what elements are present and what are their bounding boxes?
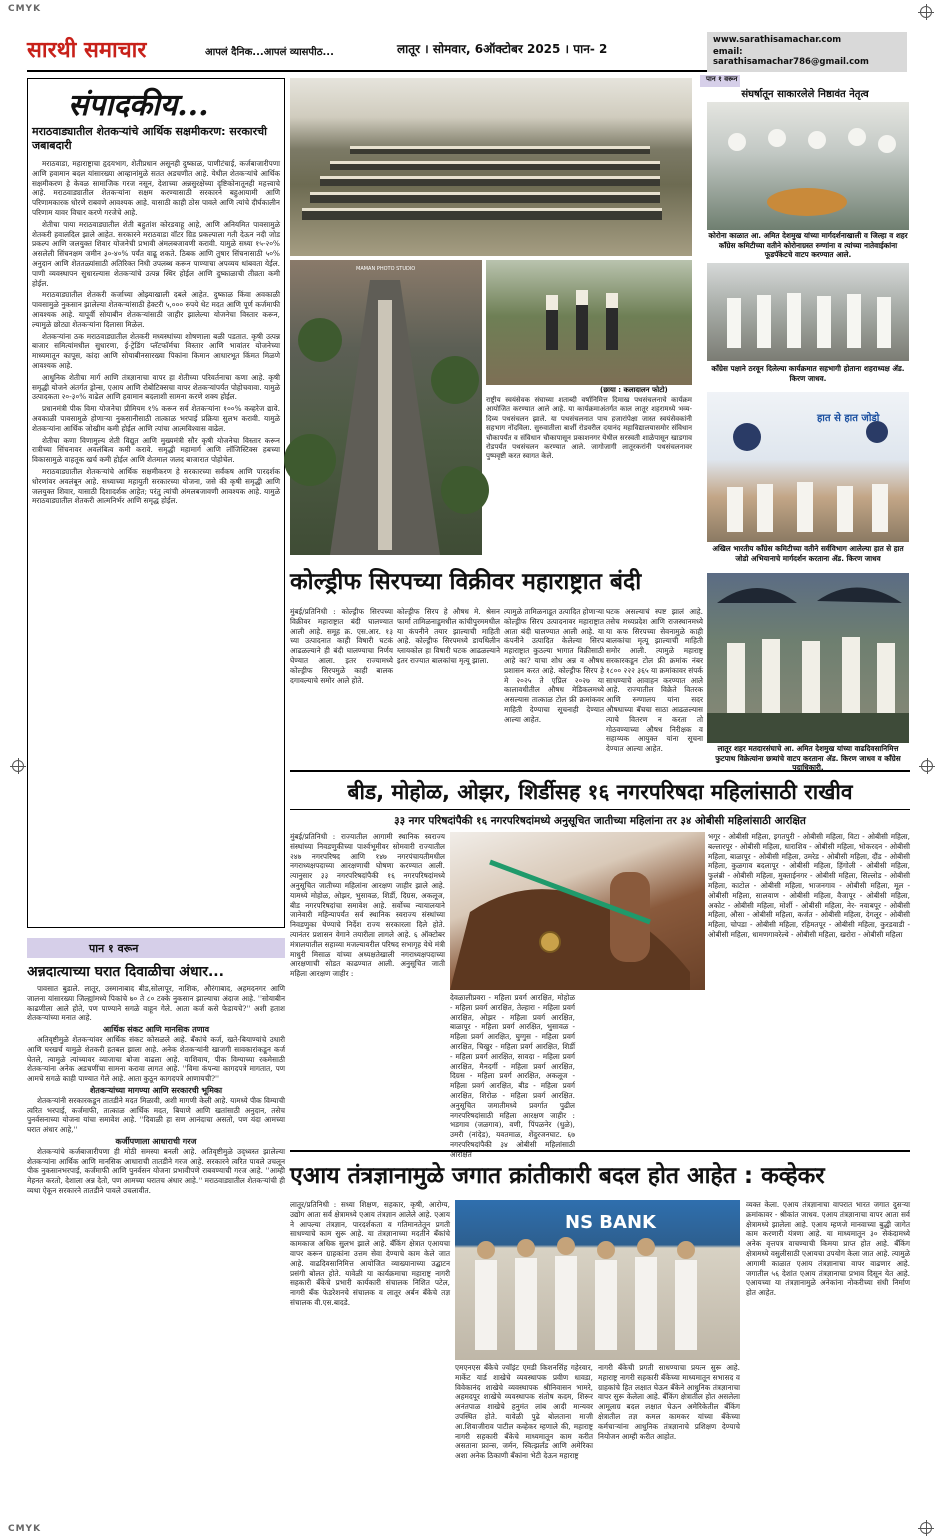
right-title: संघर्षातून साकारलेले निष्ठावंत नेतृत्व xyxy=(741,89,869,100)
masthead xyxy=(27,32,907,72)
coldrif-headline: कोल्ड्रीफ सिरपच्या विक्रीवर महाराष्ट्रात बंदी xyxy=(290,569,642,595)
registration-mark-icon xyxy=(920,6,932,18)
bid-left-body: मुंबई/प्रतिनिधी : राज्यातील आगामी स्थानिक स्वराज्य संस्थांच्या निवडणुकीच्या पार्श्वभूमीवर सोमवारी राज्यातील २४७ नगरपरिषद आणि १४७ नगरपंचायतीमधील नगराध्यक्षपदाच्या आरक्षणाची घोषणा करण्यात आली. त्यानुसार ३३ नगरपरिषदांपैकी १६ नगरपरिषदांमध्ये अनुसूचित जातीच्या महिलांना आरक्षण जाहीर झाले आहे. यामध्ये मोहोळ, ओझर, भुसावळ, शिर्डी, दिग्रस, अकलूज, बीड नगरपरिषदांचा समावेश आहे. सर्वोच्च न्यायालयाने जानेवारी महिन्यापर्यंत सर्व स्थानिक स्वराज्य संस्थांच्या निवडणुका घेण्याचे निर्देश राज्य सरकारला दिले होते. त्यानंतर प्रशासन वेगाने तयारीला लागले आहे. ६ ऑक्टोबर मंत्रालयातील सहाव्या मजल्यावरील परिषद सभागृह येथे मंत्री माधुरी मिसाळ यांच्या अध्यक्षतेखाली नगराध्यक्षपदाच्या आरक्षणाची सोडत काढण्यात आली. अनुसूचित जाती महिला आरक्षण जाहीर : xyxy=(290,832,445,979)
rss-aerial-photo xyxy=(290,260,482,555)
editorial-para: प्रधानमंत्री पीक विमा योजनेचा प्रीमियम १% करून सर्व शेतकऱ्यांना १००% कव्हरेज द्यावे. अवकाळी पावसामुळे होणाऱ्या नुकसानीसाठी तात्काळ भरपाई प्रक्रिया सुलभ करावी. यामुळे शेतकऱ्यांना आर्थिक जोखीम कमी होईल आणि त्यांचा आत्मविश्वास वाढेल. xyxy=(32,404,280,433)
pan1-right-label: पान १ वरून xyxy=(700,75,740,87)
diwali-subhead: कर्जीपणाला आधाराची गरज xyxy=(115,1136,197,1146)
ai-bank-photo xyxy=(455,1200,740,1360)
congress-photo-3 xyxy=(707,392,909,542)
bid-right-body: भगूर - ओबीसी महिला, इगतपुरी - ओबीसी महिला, विटा - ओबीसी महिला, बल्लारपूर - ओबीसी महिला, धाराशिव - ओबीसी महिला, भोकरदन - ओबीसी महिला, बाळापूर - ओबीसी महिला, उमरेड - ओबीसी महिला, दौंड - ओबीसी महिला, कुळगाव बदलापूर - ओबीसी महिला, हिंगोली - ओबीसी महिला, फुलंब्री - ओबीसी महिला, मुक्ताईनगर - ओबीसी महिला, सिल्लोड - ओबीसी महिला, काटोल - ओबीसी महिला, भाजनगाव - ओबीसी महिला, मूल - ओबीसी महिला, सालवाण - ओबीसी महिला, वैजापूर - ओबीसी महिला, अकोट - ओबीसी महिला, मोर्शी - ओबीसी महिला, नेर- नवाबपूर - ओबीसी महिला, औसा - ओबीसी महिला, कर्जत - ओबीसी महिला, देगलूर - ओबीसी महिला, चोपडा - ओबीसी महिला, रहिमतपूर - ओबीसी महिला, कुरडवाडी - ओबीसी महिला, धामणगावरेल्वे - ओबीसी महिला, खरोरा - ओबीसी महिला xyxy=(708,832,910,939)
cmyk-mark-bottom: CMYK xyxy=(8,1524,42,1534)
rss-march-photo xyxy=(486,260,692,385)
registration-mark-icon xyxy=(12,760,24,772)
ai-col-1: लातूर/प्रतिनिधी : सध्या शिक्षण, सहकार, कृषी, आरोग्य, उद्योग आता सर्व क्षेत्रामध्ये एआय तंत्रज्ञान आलेले आहे. एआय ने आपल्या तंत्रज्ञान, पारदर्शकता व गतिमानतेतून प्रगती साधण्याचे काम सुरू आहे. या तंत्रज्ञानाच्या मदतीने बँकांचे कामकाज अधिक सुलभ झाले आहे. बँकिंग क्षेत्रात एआयचा वापर करून ग्राहकांना उत्तम सेवा देण्याचे काम केले जात आहे. वाढदिवसानिमित्त आयोजित व्याख्यानाच्या उद्घाटन प्रसंगी बोलत होते. यावेळी या कार्यक्रमाचा महाराष्ट्र नागरी सहकारी बँकेचे प्रभारी कार्यकारी संचालक निशित पटेल, नागरी बँक फेडरेशनचे संचालक व लातूर अर्बन बँकेचे तज्ञ संचालक वी.एस.बादडे. xyxy=(290,1200,450,1307)
congress-caption-1: कोरोना काळात आ. अमित देशमुख यांच्या मार्गदर्शनाखाली व जिल्हा व शहर काँग्रेस कमिटीच्या वतीने कोरोनाग्रस्त रुग्णांना व त्यांच्या नातेवाईकांना फूडपॅकेटचे वाटप करण्यात आले. xyxy=(708,231,908,259)
editorial-body xyxy=(32,159,280,925)
website-text[interactable]: www.sarathisamachar.com xyxy=(713,35,842,45)
bid-subheadline: ३३ नगर परिषदांपैकी १६ नगरपरिषदांमध्ये अनुसूचित जातीच्या महिलांना तर ३४ ओबीसी महिलांसाठी आरक्षित xyxy=(394,815,806,827)
coldrif-col-3: त्यामुळे तामिळनाडूत उत्पादित होणाऱ्या कोल्ड्रीफ सिरप उत्पादनावर महाराष्ट्रात आता बंदी घालण्यात आली आहे. या कंपनीने उत्पादित केलेल्या सिरप महाराष्ट्रात कुठल्या भागात विक्रीसाठी आहे का? याचा शोध अन्न व औषध प्रशासन करत आहे. कोल्ड्रीफ सिरप हे मे २०२५ ते एप्रिल २०२७ या कालावधीतील औषध मेडिकलमध्ये असल्यास तात्काळ टोल फ्री क्रमांकवर माहिती देण्याचा सूचनाही देण्यात आल्या आहेत. xyxy=(504,607,604,724)
registration-mark-icon xyxy=(920,1522,932,1534)
editorial-para: मराठवाडा, महाराष्ट्राचा हृदयभाग, शेतीप्रधान असूनही दुष्काळ, पाणीटंचाई, कर्जबाजारीपणा आणि हवामान बदल यांसारख्या आव्हानांमुळे सतत अडचणीत आहे. येथील शेतकऱ्यांचे आर्थिक सक्षमीकरण हे केवळ सामाजिक गरज नसून, देशाच्या अन्नसुरक्षेच्या दृष्टिकोनातूनही महत्त्वाचे आहे. मराठवाड्यातील शेतकऱ्यांना सक्षम करण्यासाठी सरकारने बहुआयामी आणि परिणामकारक धोरणे राबवणे आवश्यक आहे. यासाठी काही ठोस पावले आणि त्यांचे दीर्घकालीन परिणाम यावर विचार करणे गरजेचे आहे. xyxy=(32,159,280,217)
congress-photo-2 xyxy=(707,263,909,361)
coldrif-col-2: कोल्ड्रीफ सिरप हे औषध मे. श्रेसन फार्मा तामिळनाडूमधील कांचीपुरममधील या कंपनीने तयार झाल्याची माहिती आहे. कोल्ड्रीफ सिरपमध्ये डायथिलीन ग्लायकोल हा विषारी घटक आढळल्याने इतर राज्यात बालकांचा मृत्यू झाला. xyxy=(397,607,500,665)
diwali-para: अतिवृष्टीमुळे शेतकऱ्यांवर आर्थिक संकट कोसळले आहे. बँकांचे कर्ज, खते-बियाण्यांचे उधारी आणि घरखर्च यामुळे शेतकरी हतबल झाला आहे. अनेक शेतकऱ्यांनी खाजगी सावकारांकडून कर्ज घेतले, त्यामुळे त्यांच्यावर व्याजाचा बोजा वाढला आहे. याशिवाय, पीक विम्याच्या रकमेसाठी शेतकऱ्यांना अनेक अडचणींचा सामना करावा लागत आहे. ''विमा कंपन्या कागदपत्रे मागतात, पण आमचे सगळे काही पाण्यात गेले आहे. आता कुठून कागदपत्रे आणायची?'' xyxy=(27,1034,285,1084)
masthead-dateline: लातूर । सोमवार, 6ऑक्टोबर 2025 । पान- 2 xyxy=(397,42,608,56)
registration-mark-icon xyxy=(921,760,933,772)
bid-headline: बीड, मोहोळ, ओझर, शिर्डीसह १६ नगरपरिषदा महिलांसाठी राखीव xyxy=(290,770,910,810)
rss-parade-photo xyxy=(290,78,692,256)
diwali-para: शेतकऱ्यांनी सरकारकडून तातडीने मदत मिळावी, अशी मागणी केली आहे. यामध्ये पीक विम्याची त्वरित भरपाई, कर्जमाफी, तात्काळ आर्थिक मदत, बियाणे आणि खतांसाठी अनुदान, तसेच पुनर्वसनाच्या योजना यांचा समावेश आहे. ''दिवाळी हा सण आनंदाचा असतो, पण यंदा आमच्या घरात अंधार आहे,'' xyxy=(27,1095,285,1135)
ai-col-3: व्यक्त केला. एआय तंत्रज्ञानाचा वापरात भारत जगात दुसऱ्या क्रमांकावर - श्रीकांत जाधव. एआय तंत्रज्ञानाचा वापर आता सर्व क्षेत्रामध्ये झालेला आहे. एआय म्हणजे मानवाच्या बुद्धी जागेत काम करणारी यंत्रणा आहे. या माध्यमातून ३० सेकंदामध्ये अनेक वृत्तपत्र वाचण्याची किमया प्राप्त होत आहे. बँकिंग क्षेत्रामध्ये वसुलीसाठी एआयचा उपयोग केला जात आहे. त्यामुळे आगामी काळात एआय तंत्रज्ञानाचा वापर वाढणार आहे. जगातील ५६ देशांत एआय तंत्रज्ञानाचा प्रभाव दिसून येत आहे. एआयच्या या तंत्रज्ञानामुळे अनेकांना नोकरीच्या संधी निर्माण होत आहेत. xyxy=(746,1200,910,1298)
diwali-body xyxy=(27,984,285,1529)
pan1-band: पान १ वरून xyxy=(27,938,285,958)
congress-photo-1 xyxy=(707,102,909,230)
rss-caption: राष्ट्रीय स्वयंसेवक संघाच्या शताब्दी वर्षानिमित्त दिमाख पथसंचलनाचे कार्यक्रम आयोजित करण्यात आले आहे. या कार्यक्रमाअंतर्गत काल लातूर शहरामध्ये भव्य-दिव्य पथसंचलन झाले. या पथसंचलनात पाच हजारांपेक्षा जास्त स्वयंसेवकांनी सहभाग नोंदविला. सुरुवातीला बार्शी रोडवरील दयानंद महाविद्यालयासमोर संविधान चौकापर्यंत व संविधान चौकापासून प्रकाशनगर येथील सरस्वती शाळेपासून खाडगाव रोडपर्यंत पथसंचलन करण्यात आले. जागोजागी लातूरकरांनी पथसंचलनावर पुष्पवृष्टी करत स्वागत केले. xyxy=(486,396,692,461)
congress-caption-4: लातूर शहर मतदारसंघाचे आ. अमित देशमुख यांच्या वाढदिवसानिमित्त फुटपाथ विक्रेत्यांना छत्र्यांचे वाटप करताना ॲड. किरण जाधव व काँग्रेस पदाधिकारी. xyxy=(715,744,901,772)
masthead-logo: सारथी समाचार xyxy=(27,38,147,63)
ai-photo-caption-2: नागरी बँकेची प्रगती साधण्याचा प्रयत्न सुरू आहे. महाराष्ट्र नागरी सहकारी बँकेच्या माध्यमातून सभासद व ग्राहकांचे हित लक्षात घेऊन बँकेने आधुनिक तंत्रज्ञानाचा वापर सुरू केलेला आहे. बँकिंग क्षेत्रातील होत असलेला आमूलाग्र बदल लक्षात घेऊन अमेरिकेतील बँकिंग क्षेत्रातील तज्ञ कमल कामकर यांच्या बँकेच्या कर्मचाऱ्यांना आधुनिक तंत्रज्ञानाचे प्रशिक्षण देण्याचे नियोजन आम्ही करीत आहोत. xyxy=(598,1363,740,1441)
editorial-para: मराठवाड्यातील शेतकरी कर्जाच्या ओझ्याखाली दबले आहेत. दुष्काळ किंवा अवकाळी पावसामुळे नुकसान झालेल्या शेतकऱ्यांसाठी हेक्टरी ५,००० रुपये थेट मदत आणि पूर्ण कर्जमाफी आवश्यक आहे. यापूर्वी सोयाबीन शेतकऱ्यांसाठी जाहीर झालेल्या योजनेचा विस्तार करून, ल्यामुळे छोट्या शेतकऱ्यांना दिलासा मिळेल. xyxy=(32,290,280,329)
editorial-para: आधुनिक शेतीचा मार्ग आणि तंत्रज्ञानाचा वापर हा शेतीच्या परिवर्तनाचा कणा आहे. कृषी समृद्धी योजने अंतर्गत ड्रोन्स, एआय आणि रोबोटिक्सचा वापर शेतकऱ्यांपर्यंत पोहोचवावा. यामुळे उत्पादकता २०-३०% वाढेल आणि हवामान बदलाशी सामना करणे शक्य होईल. xyxy=(32,372,280,402)
bank-sign-text: NS BANK xyxy=(565,1212,656,1233)
congress-photo-4 xyxy=(707,573,909,743)
diwali-para: पावसात बुडाले. लातूर, उस्मानाबाद बीड,सोलापूर, नाशिक, औरंगाबाद, अहमदनगर आणि जालना यांसारख्या जिल्ह्यांमध्ये पिकांचे ७० ते ८० टक्के नुकसान झाल्याचा अंदाज आहे. ''सोयाबीन काढणीला आले होते, पण पाण्याने सगळे वाहून गेले. आता कर्ज कसे फेडायचे?'' अशी हताश शेतकऱ्यांच्या मनात आहे. xyxy=(27,984,285,1023)
masthead-tagline: आपलं दैनिक...आपलं व्यासपीठ... xyxy=(205,47,334,58)
editorial-label: संपादकीय... xyxy=(68,88,209,123)
congress-caption-2: काँग्रेस पक्षाने ठरवून दिलेल्या कार्यक्रमात सहभागी होताना शहराध्यक्ष ॲड. किरण जाधव. xyxy=(711,364,905,383)
editorial-para: मराठवाड्यातील शेतकऱ्यांचे आर्थिक सक्षमीकरण हे सरकारच्या सर्वंकष आणि पारदर्शक धोरणांवर अवलंबून आहे. सध्याच्या महायुती सरकारच्या योजना, जसे की कृषी समृद्धी आणि जलयुक्त शिवार, यासाठी दिशादर्शक आहेत; परंतु त्यांची अंमलबजावणी आवश्यक आहे. यामुळे मराठवाड्यातील शेतकरी आत्मनिर्भर आणि समृद्ध होईल. xyxy=(32,466,280,506)
coldrif-col-4: घटक असल्याचं स्पष्ट झालं आहे. तसेच मध्यप्रदेश आणि राजस्थानमध्ये या कफ सिरपच्या सेवनामुळे काही बालकांचा मृत्यू झाल्याची माहिती समोर आली. त्यामुळे महाराष्ट्र सरकारकडून टोल फ्री क्रमांक नंबर १८०० २२२ ३६५ या क्रमांकावर संपर्क साधण्याचे आवाहन करण्यात आले आहे. राज्यातील विक्रेते वितरक आणि रुग्णालय यांना सदर औषधाच्या बॅचचा साठा आढळल्यास त्याचे वितरण न करता तो गोठवण्याच्या औषध निरीक्षक व सहाय्यक आयुक्त यांना सूचना देण्यात आल्या आहेत. xyxy=(606,607,703,754)
coldrif-col-1: मुंबई/प्रतिनिधी : कोल्ड्रीफ सिरपच्या विक्रीवर महाराष्ट्रात बंदी घालण्यात आली आहे. समूह क्र. एस.आर. १३ च्या उत्पादनात काही विषारी घटकं आढळल्याने ही बंदी घालण्याचा निर्णय घेण्यात आला. इतर राज्यामध्ये कोल्ड्रीफ सिरपमुळे काही बालक दगावल्याचे समोर आले होते. xyxy=(290,607,393,685)
bid-middle-body: देवळालीप्रवरा - महिला प्रवर्ग आरक्षित, मोहोळ - महिला प्रवर्ग आरक्षित, तेल्हारा - महिला प्रवर्ग आरक्षित, ओझर - महिला प्रवर्ग आरक्षित, बाळापूर - महिला प्रवर्ग आरक्षित, भुसावळ - महिला प्रवर्ग आरक्षित, घुग्गुस - महिला प्रवर्ग आरक्षित, चिखुर - महिला प्रवर्ग आरक्षित, शिर्डी - महिला प्रवर्ग आरक्षित, सावदा - महिला प्रवर्ग आरक्षित, मैनदर्गी - महिला प्रवर्ग आरक्षित, दिग्रस - महिला प्रवर्ग आरक्षित, अकलूज - महिला प्रवर्ग आरक्षित, बीड - महिला प्रवर्ग आरक्षित, शिरोळ - महिला प्रवर्ग आरक्षित. अनुसूचित जमातीमध्ये प्रवर्गात पुढील नगरपरिषदांसाठी महिला आरक्षण जाहीर : भडगाव (जळगाव), वणी, पिंपळनेर (धुळे), उमरी (नांदेड), यवतमाळ, शेंदुरजनघाट. ६७ नगरपरिषदांपैकी ३४ ओबीसी महिलांसाठी आरक्षित xyxy=(450,993,575,1159)
editorial-para: शेतीचा पाया मराठवाड्यातील शेती बहुतांश कोरडवाहू आहे, आणि अनियमित पावसामुळे शेतकरी हवालदिल झाले आहेत. सरकारने मराठवाडा वॉटर ग्रिड प्रकल्पाला गती देऊन नदी जोड प्रकल्प आणि जलयुक्त शिवार योजनेची प्रभावी अंमलबजावणी करावी. यामुळे सध्या १५-२०% असलेली सिंचनक्षम जमीन ३०-४०% पर्यंत वाढू शकते. ठिबक आणि तुषार सिंचनासाठी ५०% अनुदान आणि शेततळ्यांसाठी अतिरिक्त निधी उपलब्ध करून पाण्याचा अपव्यय थांबवता येईल. पाणी व्यवस्थापन सुधारल्यास शेतकऱ्यांचे उत्पन्न स्थिर होईल आणि दुष्काळाची तीव्रता कमी होईल. xyxy=(32,219,280,288)
contact-box xyxy=(707,32,907,72)
cmyk-mark-top: CMYK xyxy=(8,4,42,14)
editorial-box xyxy=(27,78,285,928)
voter-finger-photo xyxy=(450,832,705,990)
diwali-subhead: शेतकऱ्यांच्या मागण्या आणि सरकारची भूमिका xyxy=(89,1085,223,1095)
editorial-para: शेतकऱ्यांना ठक मराठवाड्यातील शेतकरी मध्यस्थांच्या शोषणाला बळी पडतात. कृषी उत्पन्न बाजार समित्यांमधील सुधारणा, ई-ट्रेडिंग प्लॅटफॉर्मचा विस्तार आणि भावांतर योजनेच्या माध्यमातून कापूस, कांदा आणि सोयाबीनसारख्या पिकांना किमान आधारभूत किंमत मिळणे आवश्यक आहे. xyxy=(32,331,280,370)
editorial-para: शेतीचा कणा विणामुल्य शेती विद्युत आणि मुख्यमंत्री सौर कृषी योजनेचा विस्तार करून रात्रीच्या सिंचनावर अवलंबित्व कमी करावे. समृद्धी महामार्ग आणि लॉजिस्टिक्स हबच्या विकासामुळे वाहतूक खर्च कमी होईल आणि शेतमाल जलद बाजारात पोहोचेल. xyxy=(32,435,280,465)
congress-caption-3: अखिल भारतीय काँग्रेस कमिटीच्या वतीने सर्वविभाग आलेल्या हात से हात जोडो अभियानाचे मार्गदर्शन करताना ॲड. किरण जाधव xyxy=(712,544,904,563)
photo-credit: (छाया : कलादालन फोटो) xyxy=(600,386,668,394)
diwali-para: शेतकऱ्यांचे कर्जबाजारीपणा ही मोठी समस्या बनली आहे. अतिवृष्टीमुळे उद्ध्वस्त झालेल्या शेतकऱ्यांना आर्थिक आणि मानसिक आधाराची तातडीने गरज आहे. सरकारने त्वरित पावले उचलून पीक नुकसानभरपाई, कर्जमाफी आणि पुनर्वसन योजना प्रभावीपणे राबवण्याची गरज आहे. ''आम्ही मेहनत करतो, देशाला अन्न देतो, पण आमच्या घरातच अंधार आहे.'' मराठवाड्यातील शेतकऱ्यांची ही व्यथा ऐकून सरकारने तातडीने पावले उचलावीत. xyxy=(27,1146,285,1195)
ai-headline: एआय तंत्रज्ञानामुळे जगात क्रांतीकारी बदल होत आहेत : कव्हेकर xyxy=(290,1150,910,1198)
diwali-title: अन्नदात्याच्या घरात दिवाळीचा अंधार... xyxy=(27,964,224,980)
ai-photo-caption-1: एमएनएस बँकेचे ज्वॉइंट एमडी किशनसिंह गहेरवार, मार्केट यार्ड शाखेचे व्यवस्थापक प्रवीण धावडा, विवेकानंद शाखेचे व्यवस्थापक श्रीनिवासन भामरे, अहमदपूर शाखेचे व्यवस्थापक संतोष कदम, शिरूर अनंतपाळ शाखेचे हनुमंत लांब आदी मान्यवर उपस्थित होते. यावेळी पुढे बोलताना माजी आ.शिवाजीराव पाटील कव्हेकर म्हणाले की, महाराष्ट्र नागरी सहकारी बँकेचे माध्यमातून काम करीत असताना फ्रान्स, जर्मन, स्वित्झर्लंड आणि अमेरिका अशा अनेक ठिकाणी बँकांना भेटी देऊन महाराष्ट्र xyxy=(455,1363,593,1461)
editorial-title: मराठवाड्यातील शेतकऱ्यांचे आर्थिक सक्षमीकरण: सरकारची जबाबदारी xyxy=(32,125,267,152)
diwali-subhead: आर्थिक संकट आणि मानसिक तणाव xyxy=(102,1025,210,1035)
photo-watermark: MAMAN PHOTO STUDIO xyxy=(356,266,416,272)
email-text[interactable]: email: sarathisamachar786@gmail.com xyxy=(713,47,869,67)
banner-text: हात से हात जोडो xyxy=(817,413,880,424)
